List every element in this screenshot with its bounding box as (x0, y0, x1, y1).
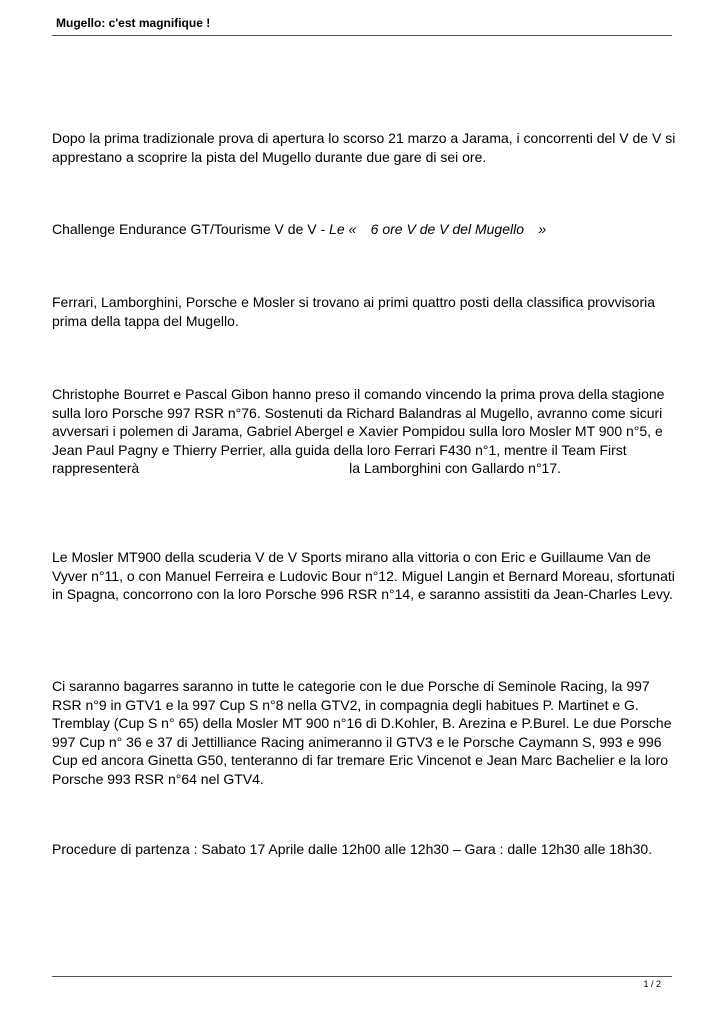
paragraph-intro: Dopo la prima tradizionale prova di apertura lo scorso 21 marzo a Jarama, i concorrenti del V de V si apprestano a scoprire la pista del Mugello durante due gare di sei ore. (52, 130, 676, 165)
footer-divider (52, 976, 672, 977)
paragraph-schedule: Procedure di partenza : Sabato 17 Aprile dalle 12h00 alle 12h30 – Gara : dalle 12h30 alle 18h30. (52, 841, 653, 857)
paragraph-bourret-gibon (52, 385, 680, 478)
paragraph-categories: Ci saranno bagarres saranno in tutte le categorie con le due Porsche di Seminole Racing, la 997 RSR n°9 in GTV1 e la 997 Cup S n°8 nella GTV2, in compagnia degli habitues P. Martinet e G. Tremblay (Cup S n° 65) della Mosler MT 900 n°16 di D.Kohler, B. Arezina e P.Burel. Le due Porsche 997 Cup n° 36 e 37 di Jettilliance Racing animeranno il GTV3 e le Porsche Caymann S, 993 e 996 Cup ed ancora Ginetta G50, tenteranno di far tremare Eric Vincenot e Jean Marc Bachelier e la loro Porsche 993 RSR n°64 nel GTV4. (52, 678, 672, 787)
paragraph-mosler: Le Mosler MT900 della scuderia V de V Sports mirano alla vittoria o con Eric e Guillaume Van de Vyver n°11, o con Manuel Ferreira e Ludovic Bour n°12. Miguel Langin et Bernard Moreau, sfortunati in Spagna, concorrono con la loro Porsche 996 RSR n°14, e saranno assistiti da Jean-Charles Levy. (52, 549, 675, 602)
header-divider (52, 35, 672, 36)
page-number: 1 / 2 (643, 979, 661, 989)
paragraph-challenge (52, 220, 680, 239)
race-name: Le «  6 ore V de V del Mugello  » (329, 221, 547, 237)
document-title: Mugello: c'est magnifique ! (56, 16, 211, 30)
paragraph-lamborghini-text: la Lamborghini con Gallardo n°17. (349, 460, 562, 476)
challenge-label: Challenge Endurance GT/Tourisme V de V - (52, 221, 330, 237)
paragraph-bourret-gibon-text: Christophe Bourret e Pascal Gibon hanno preso il comando vincendo la prima prova della stagione sulla loro Porsche 997 RSR n°76. Sostenuti da Richard Balandras al Mugello, avranno come sicuri avversari i polemen di Jarama, Gabriel Abergel e Xavier Pompidou sulla loro Mosler MT 900 n°5, e Jean Paul Pagny e Thierry Perrier, alla guida della loro Ferrari F430 n°1, mentre il Team First rappresenterà (52, 386, 665, 476)
paragraph-standings: Ferrari, Lamborghini, Porsche e Mosler si trovano ai primi quattro posti della classifica provvisoria prima della tappa del Mugello. (52, 294, 656, 329)
